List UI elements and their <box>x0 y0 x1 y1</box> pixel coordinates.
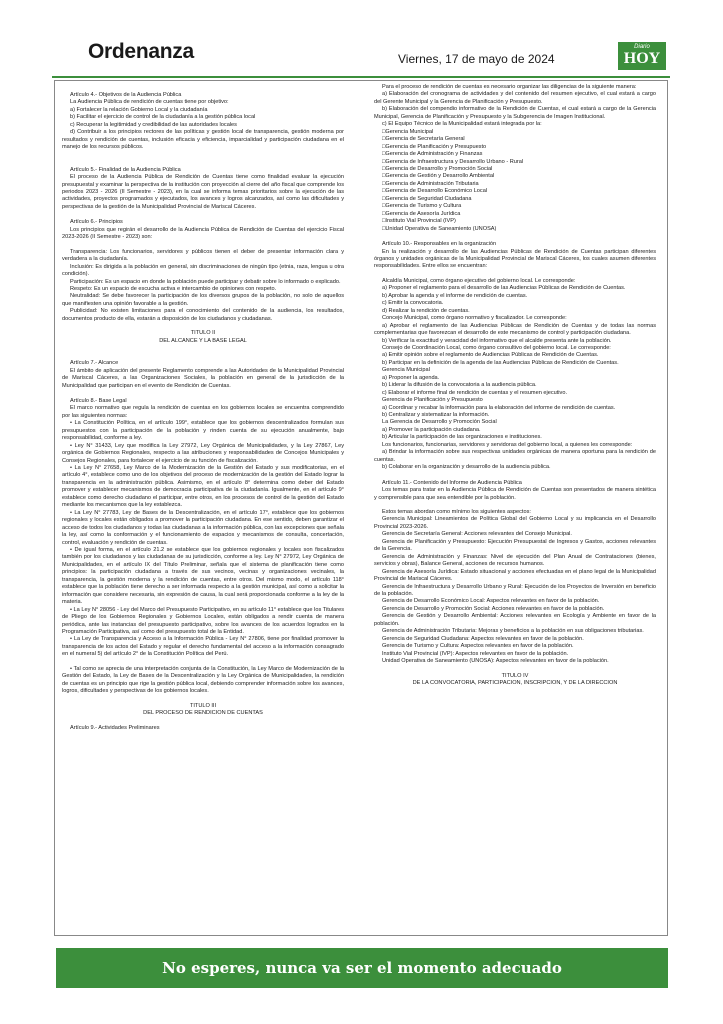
paragraph: a) Elaboración del cronograma de actividades y del contenido del resumen ejecutivo, el cual estará a cargo del Gerente Municipal y la Gerencia de Planificación y Presupuesto. <box>374 91 656 105</box>
paragraph: Inclusión: Es dirigida a la población en general, sin discriminaciones de ningún tipo (etnia, raza, lengua u otra condición). <box>62 263 344 278</box>
paragraph: a) Emitir opinión sobre el reglamento de Audiencias Públicas de Rendición de Cuentas. <box>382 352 599 359</box>
paragraph: c) Emitir la convocatoria. <box>382 300 444 307</box>
paragraph: Gerencia de Planificación y Presupuesto <box>382 397 483 404</box>
paragraph: c) Recuperar la legitimidad y credibilidad de las autoridades locales <box>70 121 237 128</box>
paragraph: Gerencia Municipal <box>382 367 430 374</box>
paragraph: Gerencia de Administración Tributaria: Mejoras y beneficios a la población en sus obligaciones tributarias. <box>382 628 644 635</box>
paragraph: Gerencia de Desarrollo Económico Local: Aspectos relevantes en favor de la población. <box>382 598 600 605</box>
paragraph: Consejo de Coordinación Local, como órgano consultivo del gobierno local. Le corresponde: <box>382 344 611 351</box>
checkbox-list-item: □ Unidad Operativa de Saneamiento (UNOSA) <box>374 226 656 233</box>
spacer <box>374 666 656 673</box>
paragraph: Gerencia de Asesoría Jurídica: Estado situacional y acciones efectuadas en el plano legal de la Municipalidad Provincial de Mariscal Cáceres. <box>374 568 656 583</box>
title-heading: TITULO II <box>190 330 216 337</box>
article-heading: Artículo 7.- Alcance <box>70 360 119 367</box>
paragraph: a) Brindar la información sobre sus respectivas unidades orgánicas de manera oportuna para la rendición de cuentas. <box>374 449 656 463</box>
paragraph: Estos temas abordan como mínimo los siguientes aspectos: <box>382 509 531 516</box>
paragraph: La Audiencia Pública de rendición de cuentas tiene por objetivo: <box>70 99 229 106</box>
article-heading: Artículo 4.- Objetivos de la Audiencia Pública <box>70 92 182 98</box>
paragraph: Gerencia de Secretaría General: Acciones relevantes del Consejo Municipal. <box>382 531 572 538</box>
checkbox-list-item: □ Gerencia de Administración Tributaria <box>374 181 656 188</box>
paragraph: En la realización y desarrollo de las Audiencias Públicas de Rendición de Cuentas participan diferentes órganos y unidades orgánicas de la Municipalidad Provincial de Mariscal Cáceres, los cuales asumen diferentes responsabilidades. Entre ellos se encuentran: <box>374 248 656 270</box>
header-rule <box>52 76 670 78</box>
paragraph: Gerencia de Planificación y Presupuesto: Ejecución Presupuestal de Ingresos y Gastos, acciones relevantes de la Gerencia. <box>374 538 656 553</box>
paragraph: b) Colaborar en la organización y desarrollo de la audiencia pública. <box>382 464 551 471</box>
paragraph: Concejo Municipal, como órgano normativo y fiscalizador. Le corresponde: <box>382 315 567 322</box>
left-column <box>62 84 344 732</box>
paragraph: • De igual forma, en el artículo 21.2 se establece que los gobiernos regionales y locales son fiscalizados también por los ciudadanos y las ciudadanas de su jurisdicción, conforme a ley. Ley N° 27972, Ley Orgánica de Municipalidades, en el artículo IX del Título Preliminar, señala que el sistema de planificación tiene como principios: la participación ciudadana a través de sus vecinos, vecinas y organizaciones vecinales, la transparencia, la gestión moderna y la rendición de cuentas, entre otros. Del mismo modo, el artículo 118° establece que la población tiene derecho a ser informada respecto a la gestión municipal, así como a solicitar la información que considere necesaria, sin expresión de causa, la cual será proporcionada conforme a la ley de la materia. <box>62 547 344 606</box>
paragraph: Publicidad: No existen limitaciones para el conocimiento del contenido de la audiencia, los resultados, documentos producto de ella, estarán a disposición de los ciudadanos y ciudadanas. <box>62 308 344 322</box>
paragraph: • La Ley N° 28056 - Ley del Marco del Presupuesto Participativo, en su artículo 11° establece que los Titulares de Pliego de los Gobiernos Regionales y Gobiernos Locales, están obligados a rendir cuenta de manera periódica, ante las instancias del presupuesto participativo, sobre los avances de los acuerdos logrados en la Programación Participativa, así como del presupuesto total de la Entidad. <box>62 606 344 635</box>
article-heading: Artículo 11.- Contenido del Informe de Audiencia Pública <box>382 479 522 486</box>
paragraph: Gerencia de Seguridad Ciudadana: Aspectos relevantes en favor de la población. <box>382 635 584 642</box>
spacer <box>62 345 344 352</box>
paragraph: a) Coordinar y recabar la información para la elaboración del informe de rendición de cuentas. <box>382 404 616 411</box>
paragraph: La Gerencia de Desarrollo y Promoción Social <box>382 419 497 426</box>
paragraph: Gerencia Municipal: Lineamientos de Política Global del Gobierno Local y su implicancia en el Desarrollo Provincial 2023-2026. <box>374 516 656 530</box>
paragraph: Instituto Vial Provincial (IVP): Aspectos relevantes en favor de la población. <box>382 650 569 657</box>
right-column <box>374 84 656 687</box>
checkbox-list-item: □ Gerencia de Gestión y Desarrollo Ambiental <box>374 173 656 180</box>
paragraph: Artículo 9.- Actividades Preliminares <box>70 724 160 731</box>
article-heading: Artículo 8.- Base Legal <box>70 397 127 404</box>
bottom-banner: No esperes, nunca va ser el momento adecuado <box>56 948 668 988</box>
title-heading: DEL PROCESO DE RENDICION DE CUENTAS <box>143 710 263 717</box>
checkbox-list-item: □ Gerencia de Secretaría General <box>374 136 656 143</box>
paragraph: Gerencia de Infraestructura y Desarrollo Urbano y Rural: Ejecución de los Proyectos de Inversión en beneficio de la población. <box>374 583 656 597</box>
checkbox-list-item: □ Gerencia de Turismo y Cultura <box>374 203 656 210</box>
page-header <box>52 40 670 74</box>
checkbox-list-item: □ Gerencia de Asesoría Jurídica <box>374 211 656 218</box>
paragraph: a) Proponer el reglamento para el desarrollo de las Audiencias Públicas de Rendición de Cuentas. <box>382 285 626 292</box>
paragraph: d) Contribuir a los principios rectores de las políticas y gestión local de transparencia, gestión moderna por resultados y rendición de cuentas, inclusión eficacia y eficiencia, imparcialidad y participación ciudadana en el manejo de los recursos públicos. <box>62 129 344 151</box>
paragraph: Unidad Operativa de Saneamiento (UNOSA): Aspectos relevantes en favor de la población. <box>382 658 609 665</box>
paragraph: • La Ley de Transparencia y Acceso a la Información Pública - Ley N° 27806, tiene por finalidad promover la transparencia de los actos del Estado y regular el derecho fundamental del acceso a la información consagrado en el numeral 5) del artículo 2° de la Constitución Política del Perú. <box>62 636 344 658</box>
paragraph: b) Facilitar el ejercicio de control de la ciudadanía a la gestión pública local <box>70 114 256 121</box>
paragraph: • Tal como se aprecia de una interpretación conjunta de la Constitución, la Ley Marco de Modernización de la Gestión del Estado, la Ley de Bases de la Descentralización y la Ley Orgánica de Municipalidades, la rendición de cuentas es un principio que rige la gestión pública local, debiendo comprender información sobre los avances, logros, dificultades y perspectivas de los gobiernos locales. <box>62 665 344 695</box>
paragraph: b) Verificar la exactitud y veracidad del informativo que el alcalde presenta ante la población. <box>382 337 612 344</box>
article-heading: Artículo 6.- Principios <box>70 219 123 226</box>
paragraph: Los temas para tratar en la Audiencia Pública de Rendición de Cuentas son presentados de manera sintética y comprensible para que sea entendible por la población. <box>374 487 656 501</box>
paragraph: Transparencia: Los funcionarios, servidores y públicos tienen el deber de presentar información clara y verdadera a la ciudadanía. <box>62 248 344 263</box>
paragraph: Gerencia de Gestión y Desarrollo Ambiental: Acciones relevantes en Ecología y Ambiente en favor de la población. <box>374 613 656 627</box>
diario-hoy-logo <box>618 42 666 70</box>
paragraph: • Ley N° 31433, Ley que modifica la Ley 27972, Ley Orgánica de Municipalidades, y la Ley 27867, Ley orgánica de Gobiernos Regionales, respecto a las atribuciones y responsabilidades de Concejos Municipales y Consejos Regionales, para fortalecer el ejercicio de su función de fiscalización. <box>62 442 344 464</box>
paragraph: Neutralidad: Se debe favorecer la participación de los diversos grupos de la población, no solo de aquellos que manifiesten una opinión favorable a la gestión. <box>62 293 344 307</box>
paragraph: Para el proceso de rendición de cuentas es necesario organizar las diligencias de la siguiente manera: <box>382 84 637 90</box>
article-heading: Artículo 10.- Responsables en la organización <box>382 241 497 248</box>
paragraph: Los funcionarios, funcionarias, servidores y servidoras del gobierno local, a quienes les corresponde: <box>382 441 633 448</box>
paragraph: a) Aprobar el reglamento de las Audiencias Públicas de Rendición de Cuentas y de todas las normas complementarias que favorezcan el desarrollo de este mecanismo de control y participación ciudadana. <box>374 322 656 337</box>
paragraph: c) Elaborar el informe final de rendición de cuentas y el resumen ejecutivo. <box>382 389 568 396</box>
title-heading: TITULO III <box>189 702 217 709</box>
paragraph: b) Centralizar y sistematizar la información. <box>382 412 490 419</box>
paragraph: b) Articular la participación de las organizaciones e instituciones. <box>382 434 542 441</box>
checkbox-list-item: □ Gerencia de Desarrollo y Promoción Social <box>374 166 656 173</box>
paragraph: d) Realizar la rendición de cuentas. <box>382 307 470 314</box>
paragraph: Gerencia de Administración y Finanzas: Nivel de ejecución del Plan Anual de Contrataciones (bienes, servicios y obras), Balance General, acciones de recursos humanos. <box>374 553 656 568</box>
paragraph: b) Aprobar la agenda y el informe de rendición de cuentas. <box>382 292 528 299</box>
paragraph: Gerencia de Desarrollo y Promoción Social: Acciones relevantes en favor de la población. <box>382 605 605 612</box>
spacer <box>62 696 344 703</box>
paragraph: Los principios que regirán el desarrollo de la Audiencia Pública de Rendición de Cuentas del ejercicio Fiscal 2023-2026 (II Semestre - 2023) son: <box>62 226 344 241</box>
title-heading: DE LA CONVOCATORIA, PARTICIPACION, INSCRIPCION, Y DE LA DIRECCION <box>412 679 618 686</box>
logo-big-text: HOY <box>623 50 661 67</box>
spacer <box>62 718 344 725</box>
paragraph: b) Liderar la difusión de la convocatoria a la audiencia pública. <box>382 382 537 389</box>
checkbox-list-item: □ Gerencia de Desarrollo Económico Local <box>374 188 656 195</box>
paragraph: • La Constitución Política, en el artículo 199°, establece que los gobiernos descentralizados formulan sus presupuestos con la participación de la población y rinden cuenta de su ejecución anualmente, bajo responsabilidad, conforme a ley. <box>62 420 344 442</box>
paragraph: a) Fortalecer la relación Gobierno Local y la ciudadanía <box>70 106 208 113</box>
spacer <box>374 502 656 509</box>
paragraph: El ámbito de aplicación del presente Reglamento comprende a las Autoridades de la Municipalidad Provincial de Mariscal Cáceres, a las Organizaciones Sociales, la población en general de la jurisdicción de la Municipalidad que participan en el evento de Rendición de Cuentas. <box>62 367 344 389</box>
paragraph: Alcaldía Municipal, como órgano ejecutivo del gobierno local. Le corresponde: <box>382 277 576 284</box>
checkbox-list-item: □ Gerencia de Infraestructura y Desarrollo Urbano - Rural <box>374 159 656 166</box>
logo-small-text: Diario <box>634 44 650 50</box>
paragraph: b) Participar en la definición de la agenda de las Audiencias Públicas de Rendición de Cuentas. <box>382 359 619 366</box>
paragraph: Gerencia de Turismo y Cultura: Aspectos relevantes en favor de la población. <box>382 643 574 650</box>
title-heading: TITULO IV <box>501 672 529 679</box>
paragraph: b) Elaboración del compendio informativo de la Rendición de Cuentas, el cual estará a cargo de la Gerencia Municipal, Gerencia de Planificación y Presupuesto y la Subgerencia de Imagen Institucional. <box>374 106 656 120</box>
paragraph: a) Proponer la agenda. <box>382 374 440 381</box>
publication-date: Viernes, 17 de mayo de 2024 <box>398 52 555 66</box>
article-heading: Artículo 5.- Finalidad de la Audiencia Pública <box>70 166 181 173</box>
paragraph: El proceso de la Audiencia Pública de Rendición de Cuentas tiene como finalidad evaluar la ejecución presupuestal y examinar la perspectiva de la institución con proyección al cierre del año fiscal que comprende los periodos 2023 - 2026 (II Semestre - 2023), en la cual se informa temas prioritarios sobre la ejecución de las actividades, proyectos programados y ejecutados, los avances y logros alcanzados, así como las dificultades y perspectivas de la gestión de la Municipalidad Provincial de Mariscal Cáceres. <box>62 174 344 210</box>
paragraph: c) El Equipo Técnico de la Municipalidad estará integrada por la: <box>382 121 542 128</box>
checkbox-list-item: □ Gerencia de Seguridad Ciudadana <box>374 196 656 203</box>
spacer <box>62 659 344 666</box>
paragraph: • La Ley N° 27783, Ley de Bases de la Descentralización, en el artículo 17°, establece que los gobiernos regionales y locales están obligados a promover la participación ciudadana. En ese sentido, deben garantizar el acceso de todos los ciudadanos y todas las ciudadanas a la información pública, con las excepciones que señala la ley, así como la conformación y el funcionamiento de espacios y mecanismos de consulta, concertación, control, evaluación y rendición de cuentas. <box>62 509 344 546</box>
paragraph: • La Ley N° 27658, Ley Marco de la Modernización de la Gestión del Estado y sus modificatorias, en el artículo 4°, establece como uno de los objetivos del proceso de modernización de la gestión del Estado lograr la transparencia en la administración pública. Asimismo, en el artículo 8° determina como deber del Estado promover y establecer mecanismos de democracia participativa de la ciudadanía. Igualmente, en el artículo 9° establece como derecho ciudadano el participar, entre otros, en los procesos de control de la gestión del Estado mediante los mecanismos que la ley establezca. <box>62 465 344 509</box>
paragraph: Respeto: Es un espacio de escucha activa e intercambio de opiniones con respeto. <box>70 285 277 292</box>
paragraph: a) Promover la participación ciudadana. <box>382 426 481 433</box>
spacer <box>62 323 344 330</box>
checkbox-list-item: □ Gerencia de Administración y Finanzas <box>374 151 656 158</box>
paragraph: El marco normativo que regula la rendición de cuentas en los gobiernos locales se encuentra comprendido por las siguientes normas: <box>62 405 344 419</box>
spacer <box>62 152 344 159</box>
paragraph: Participación: Es un espacio en donde la población puede participar y debatir sobre lo informado o explicado. <box>70 278 341 285</box>
section-title: Ordenanza <box>88 40 194 63</box>
checkbox-list-item: □ Instituto Vial Provincial (IVP) <box>374 218 656 225</box>
spacer <box>374 271 656 278</box>
checkbox-list-item: □ Gerencia Municipal <box>374 129 656 136</box>
title-heading: DEL ALCANCE Y LA BASE LEGAL <box>159 337 247 344</box>
checkbox-list-item: □ Gerencia de Planificación y Presupuesto <box>374 144 656 151</box>
spacer <box>62 242 344 249</box>
